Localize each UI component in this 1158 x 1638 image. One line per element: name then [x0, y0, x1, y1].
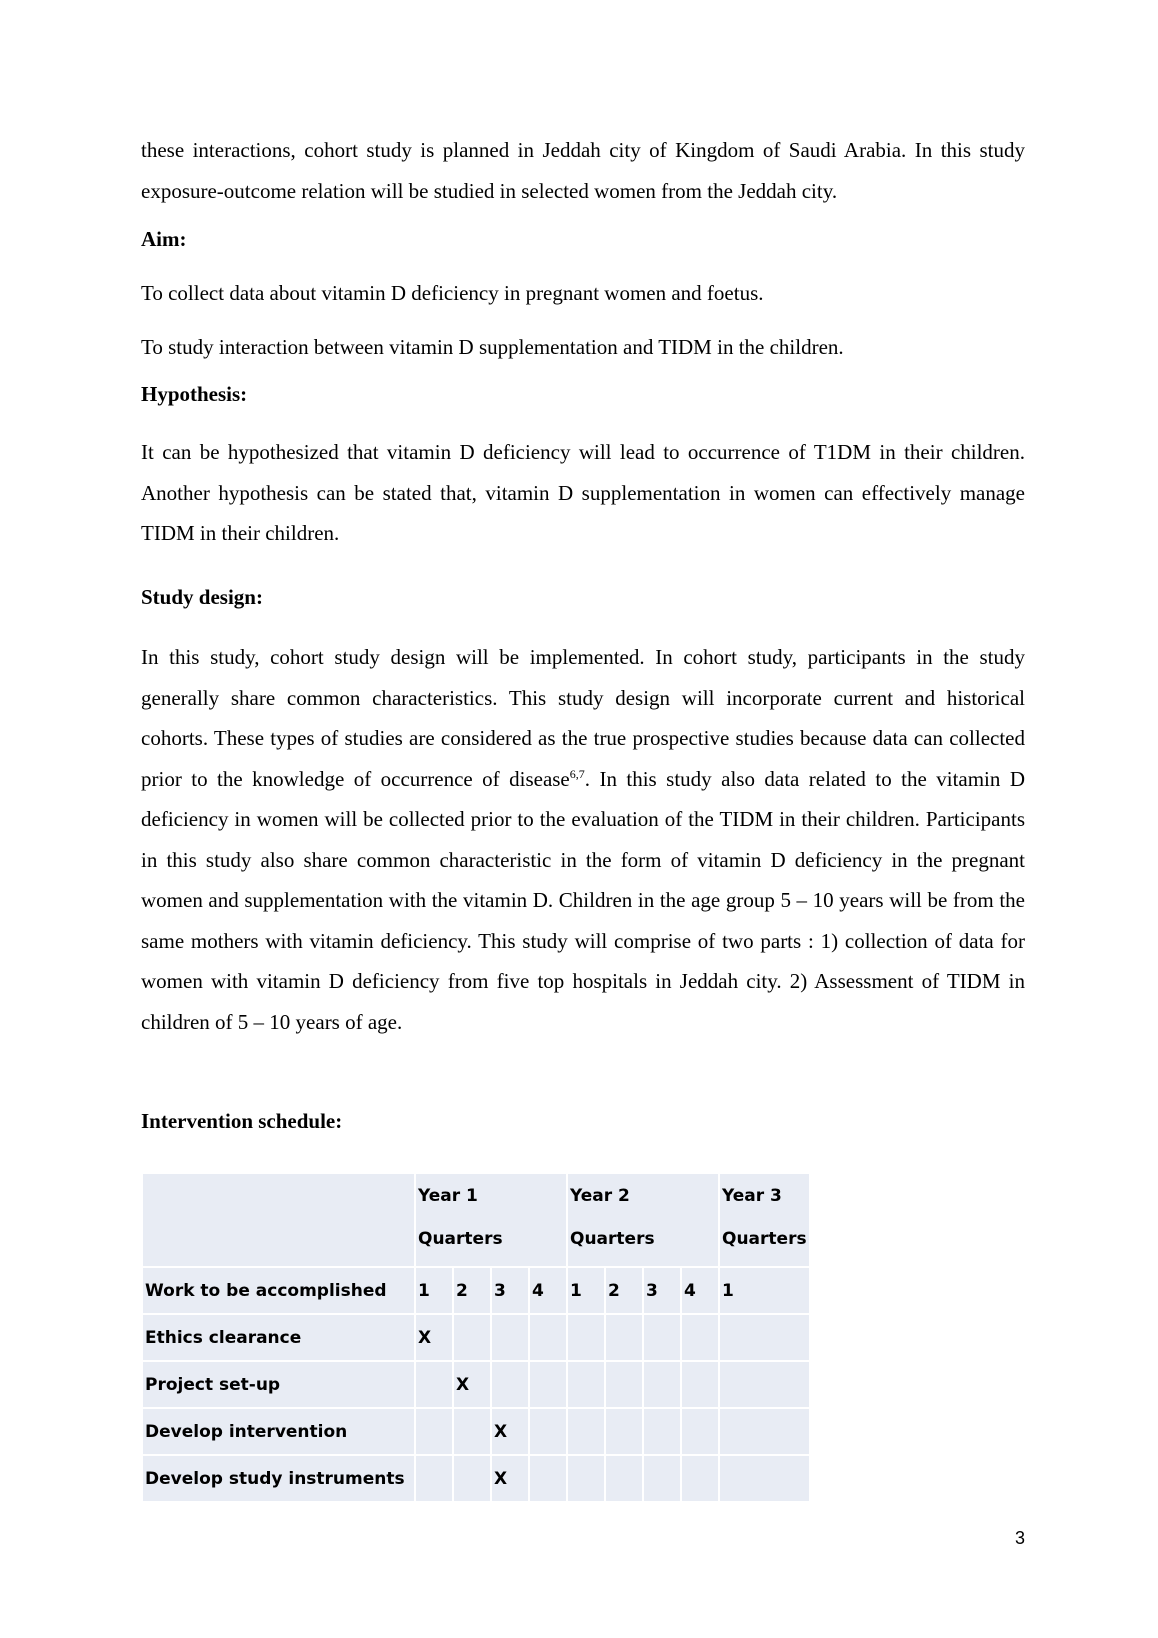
schedule-cell — [606, 1362, 642, 1407]
study-design-heading: Study design: — [141, 585, 263, 609]
table-header-row-years — [143, 1174, 809, 1266]
schedule-cell — [606, 1409, 642, 1454]
schedule-cell — [682, 1456, 718, 1501]
study-design-text-part-1: In this study, cohort study design will be implemented. In cohort study, participants in the study generally share common characteristics. This study design will incorporate current and historical cohorts. These types of studies are considered as the true prospective studies because data can collected prior to the knowledge of occurrence of disease — [141, 645, 1025, 791]
quarter-cell: 1 — [720, 1268, 809, 1313]
year-2-header — [568, 1174, 718, 1266]
aim-heading: Aim: — [141, 227, 187, 251]
schedule-cell — [682, 1409, 718, 1454]
schedule-cell: X — [492, 1456, 528, 1501]
schedule-cell — [492, 1315, 528, 1360]
schedule-cell — [454, 1456, 490, 1501]
year-1-label: Year 1 — [418, 1186, 478, 1206]
schedule-cell — [530, 1456, 566, 1501]
schedule-cell — [606, 1315, 642, 1360]
schedule-cell — [530, 1362, 566, 1407]
intervention-heading: Intervention schedule: — [141, 1109, 343, 1133]
study-design-paragraph — [141, 637, 1025, 1042]
table-row — [143, 1409, 809, 1454]
year-3-label: Year 3 — [722, 1186, 782, 1206]
schedule-cell — [530, 1409, 566, 1454]
page-number: 3 — [1014, 1528, 1025, 1548]
task-cell: Project set-up — [143, 1362, 414, 1407]
quarter-cell: 3 — [492, 1268, 528, 1313]
year-3-sublabel: Quarters — [722, 1229, 807, 1249]
schedule-cell — [454, 1409, 490, 1454]
schedule-cell — [454, 1315, 490, 1360]
year-2-sublabel: Quarters — [570, 1229, 655, 1249]
task-cell: Ethics clearance — [143, 1315, 414, 1360]
table-row — [143, 1362, 809, 1407]
intervention-schedule-table — [141, 1172, 811, 1503]
hypothesis-heading: Hypothesis: — [141, 382, 248, 406]
schedule-cell — [644, 1362, 680, 1407]
quarter-cell: 1 — [568, 1268, 604, 1313]
schedule-cell — [644, 1456, 680, 1501]
quarter-cell: 4 — [530, 1268, 566, 1313]
schedule-cell — [644, 1409, 680, 1454]
schedule-cell — [568, 1409, 604, 1454]
year-1-header — [416, 1174, 566, 1266]
schedule-cell — [416, 1362, 452, 1407]
schedule-cell — [568, 1362, 604, 1407]
schedule-cell — [416, 1409, 452, 1454]
quarter-cell: 2 — [606, 1268, 642, 1313]
work-header-cell: Work to be accomplished — [143, 1268, 414, 1313]
schedule-cell — [492, 1362, 528, 1407]
intro-paragraph: these interactions, cohort study is planned in Jeddah city of Kingdom of Saudi Arabia. In this study exposure-outcome relation will be studied in selected women from the Jeddah city. — [141, 138, 1025, 203]
schedule-cell: X — [416, 1315, 452, 1360]
schedule-cell — [720, 1456, 809, 1501]
table-header-row-quarters — [143, 1268, 809, 1313]
schedule-cell — [530, 1315, 566, 1360]
table-header-empty-cell — [143, 1174, 414, 1266]
quarter-cell: 2 — [454, 1268, 490, 1313]
year-3-header — [720, 1174, 809, 1266]
schedule-cell — [416, 1456, 452, 1501]
quarter-cell: 1 — [416, 1268, 452, 1313]
study-design-text-part-2: . In this study also data related to the vitamin D deficiency in women will be collected prior to the evaluation of the TIDM in their children. Participants in this study also share common characteristic in the form of vitamin D deficiency in the pregnant women and supplementation with the vitamin D. Children in the age group 5 – 10 years will be from the same mothers with vitamin deficiency. This study will comprise of two parts : 1) collection of data for women with vitamin D deficiency from five top hospitals in Jeddah city. 2) Assessment of TIDM in children of 5 – 10 years of age. — [141, 766, 1026, 1034]
schedule-cell — [644, 1315, 680, 1360]
schedule-cell — [568, 1315, 604, 1360]
schedule-cell — [682, 1315, 718, 1360]
aim-line-2: To study interaction between vitamin D supplementation and TIDM in the children. — [141, 335, 844, 359]
schedule-cell: X — [454, 1362, 490, 1407]
table-row — [143, 1315, 809, 1360]
task-cell: Develop intervention — [143, 1409, 414, 1454]
schedule-cell — [720, 1362, 809, 1407]
quarter-cell: 3 — [644, 1268, 680, 1313]
schedule-cell — [682, 1362, 718, 1407]
year-2-label: Year 2 — [570, 1186, 630, 1206]
reference-superscript: 6,7 — [569, 766, 585, 781]
quarter-cell: 4 — [682, 1268, 718, 1313]
schedule-cell — [568, 1456, 604, 1501]
aim-line-1: To collect data about vitamin D deficiency in pregnant women and foetus. — [141, 281, 764, 305]
schedule-cell: X — [492, 1409, 528, 1454]
schedule-cell — [720, 1409, 809, 1454]
schedule-cell — [606, 1456, 642, 1501]
schedule-cell — [720, 1315, 809, 1360]
year-1-sublabel: Quarters — [418, 1229, 503, 1249]
task-cell: Develop study instruments — [143, 1456, 414, 1501]
hypothesis-paragraph: It can be hypothesized that vitamin D deficiency will lead to occurrence of T1DM in their children. Another hypothesis can be stated that, vitamin D supplementation in women can effectively manage TIDM in their children. — [141, 440, 1025, 545]
table-row — [143, 1456, 809, 1501]
